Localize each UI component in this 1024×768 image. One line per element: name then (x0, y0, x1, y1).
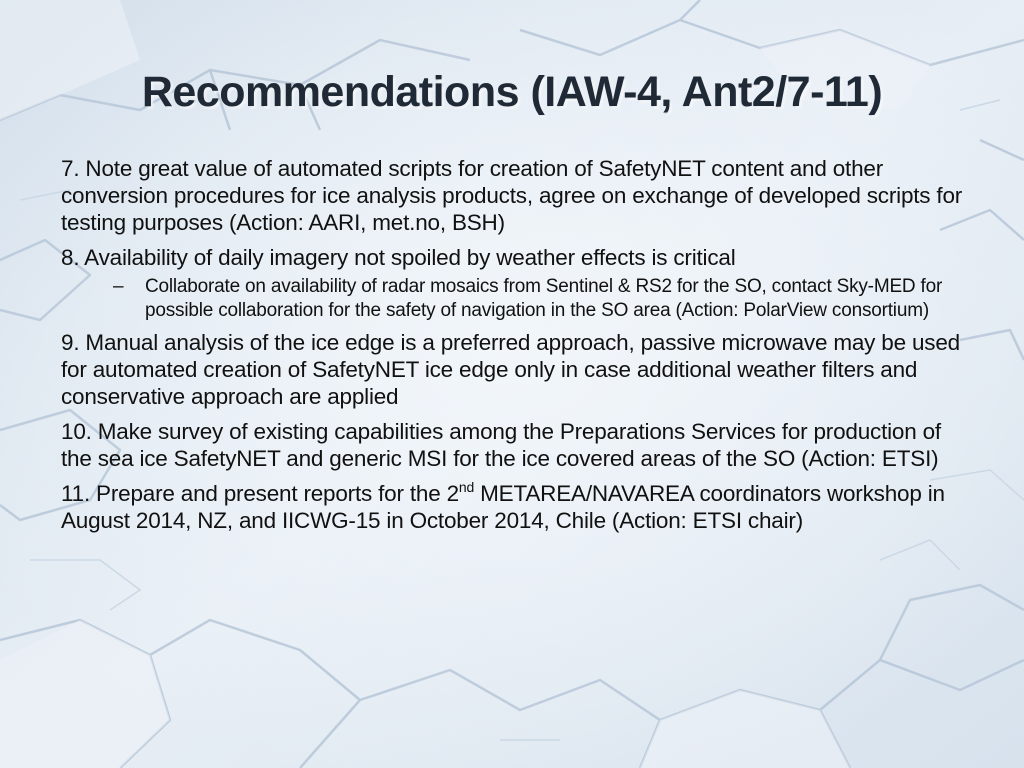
recommendation-11-text-end: METAREA/NAVAREA coordinators workshop in August 2014, NZ, and IICWG-15 in October 2014, Chile (Action: ETSI chair) (61, 481, 945, 533)
slide-title: Recommendations (IAW-4, Ant2/7-11) (141, 68, 883, 116)
ordinal-superscript: nd (458, 479, 475, 495)
recommendation-11-text-start: 11. Prepare and present reports for the 2 (61, 481, 459, 506)
recommendation-7: 7. Note great value of automated scripts for creation of SafetyNET content and other conversion procedures for ice analysis products, agree on exchange of developed scripts for testing purposes (Action: AARI, met.no, BSH) (61, 156, 963, 235)
recommendations-list (61, 155, 966, 542)
dash-bullet: – (113, 276, 124, 297)
recommendation-9: 9. Manual analysis of the ice edge is a preferred approach, passive microwave may be used for automated creation of SafetyNET ice edge only in case additional weather filters and conservative approach are applied (61, 330, 960, 409)
recommendation-8: 8. Availability of daily imagery not spoiled by weather effects is critical (61, 245, 736, 270)
recommendation-8-subitem (113, 275, 966, 323)
recommendation-8-subitem-text: Collaborate on availability of radar mosaics from Sentinel & RS2 for the SO, contact Sky-MED for possible collaboration for the safety of navigation in the SO area (Action: PolarView consortium) (145, 276, 943, 321)
recommendation-10: 10. Make survey of existing capabilities among the Preparations Services for production of the sea ice SafetyNET and generic MSI for the ice covered areas of the SO (Action: ETSI) (61, 419, 941, 471)
recommendation-11 (61, 480, 966, 534)
